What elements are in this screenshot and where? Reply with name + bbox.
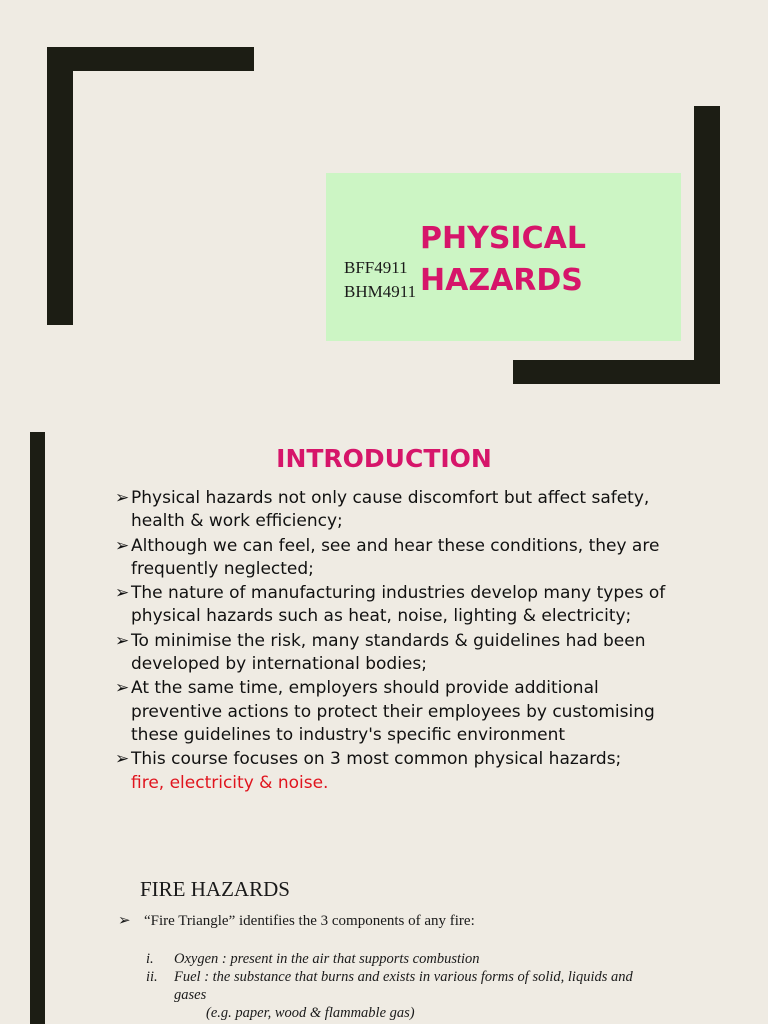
list-item [115,582,675,629]
introduction-slide [0,432,768,865]
bullet-text: At the same time, employers should provide additional preventive actions to protect their employees by customising these guidelines to industry's specific environment [131,678,655,745]
left-accent-bar [30,432,45,865]
lead-text: “Fire Triangle” identifies the 3 components of any fire: [144,913,475,929]
arrow-bullet-icon: ➢ [118,913,131,929]
example-line: (e.g. paper, wood & flammable gas) [206,1005,415,1021]
item-text: Fuel : the substance that burns and exists in various forms of solid, liquids and gases [174,969,633,1003]
bullet-text: To minimise the risk, many standards & guidelines had been developed by international bodies; [131,630,646,675]
item-number: ii. [146,969,158,985]
list-item [115,677,675,747]
list-item [115,535,675,582]
list-item [115,748,675,795]
corner-bar-top-left-vertical [47,47,73,325]
item-text: Oxygen : present in the air that supports combustion [174,951,480,967]
item-number: i. [146,951,154,967]
bullet-text: Although we can feel, see and hear these conditions, they are frequently neglected; [131,535,660,579]
course-code: BHM4911 [344,282,417,301]
list-item [115,630,675,677]
corner-bar-bottom-right-horizontal [513,360,720,384]
list-item [146,968,666,1004]
left-accent-bar [30,865,45,1024]
corner-bar-bottom-right-vertical [694,106,720,384]
arrow-bullet-icon: ➢ [115,535,130,556]
title-slide [0,0,768,432]
fire-triangle-lead [118,911,475,930]
arrow-bullet-icon: ➢ [115,630,130,651]
title-line-2: HAZARDS [420,263,583,298]
arrow-bullet-icon: ➢ [115,488,130,508]
course-codes [344,256,416,304]
bullet-text: This course focuses on 3 most common physical hazards; [131,749,622,770]
arrow-bullet-icon: ➢ [115,678,130,699]
bullet-text: The nature of manufacturing industries develop many types of physical hazards such as heat, noise, lighting & electricity; [131,583,666,627]
corner-bar-top-left-horizontal [47,47,254,71]
title-line-1: PHYSICAL [420,221,586,256]
introduction-bullet-list [115,487,675,796]
introduction-heading: INTRODUCTION [276,444,492,473]
course-code: BFF4911 [344,258,408,277]
fire-hazards-heading: FIRE HAZARDS [140,877,290,901]
fire-hazards-slide [0,865,768,1024]
arrow-bullet-icon: ➢ [115,749,130,770]
highlighted-hazards: fire, electricity & noise. [131,772,329,793]
list-item [146,950,666,968]
bullet-text: Physical hazards not only cause discomfort but affect safety, health & work efficiency; [131,488,650,532]
slide-title [420,218,586,302]
fire-components-list [146,950,666,1022]
arrow-bullet-icon: ➢ [115,583,130,604]
list-item [115,487,675,534]
